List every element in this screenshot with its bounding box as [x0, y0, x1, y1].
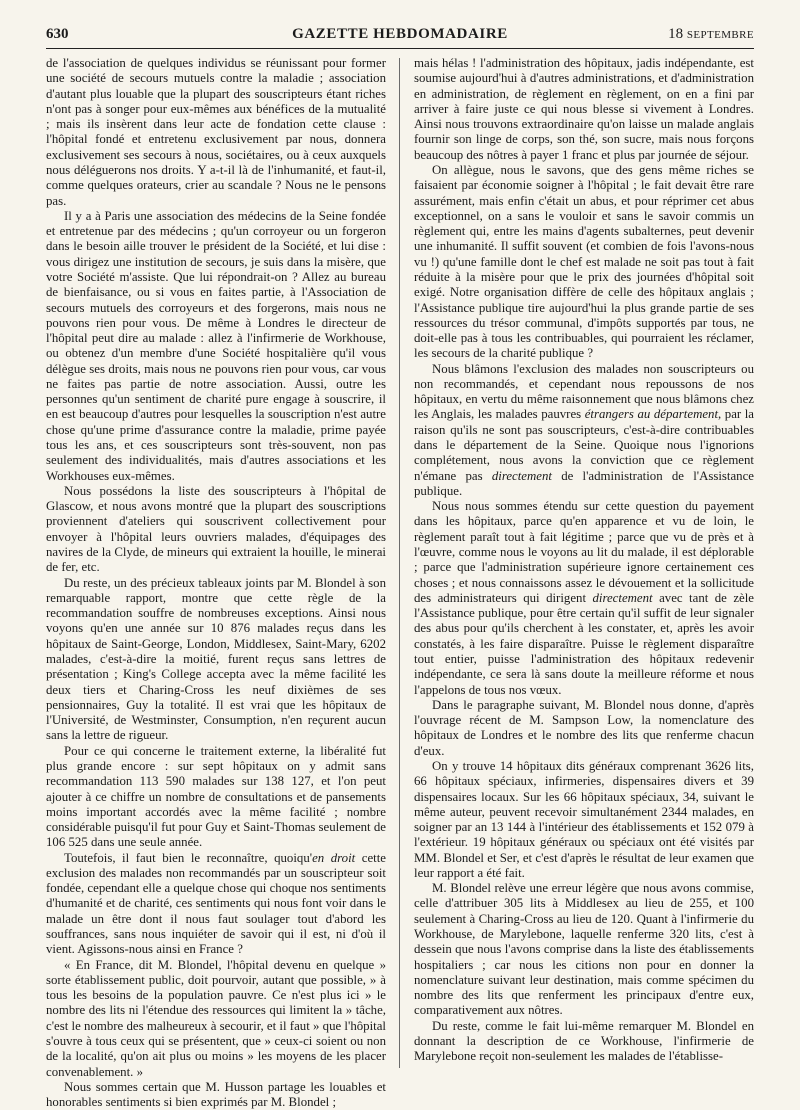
paragraph: de l'association de quelques individus se réunissant pour former une société de secours mutuels contre la maladie ; association d'autant plus louable que la plupart des souscripteurs étant riches n'ont pas à songer pour eux-mêmes aux bénéfices de la mutualité ; mais ils insèrent dans leur acte de fondation cette clause : l'hôpital fondé et entretenu exclusivement par nous, donnera exclusivement ses secours à nous, sociétaires, ou à ceux auxquels nous déléguerons nos droits. Y a-t-il là de l'inhumanité, et faut-il, comme quelques orateurs, crier au scandale ? Nous ne le pensons pas.: [46, 56, 386, 208]
paragraph: M. Blondel relève une erreur légère que nous avons commise, celle d'attribuer 305 lits à Middlesex au lieu de 255, et 100 seulement à Charing-Cross au lieu de 120. Quant à l'infirmerie du Workhouse, de Marylebone, laquelle renferme 320 lits, c'est à dessein que nous l'avons comprise dans la liste des établissements hospitaliers ; car nous les citions non pour en donner la nomenclature suivant leur destination, mais comme spécimen du nombre des lits que renferment les principaux d'entre eux, comparativement aux nôtres.: [414, 881, 754, 1018]
text-run: , par la raison qu'ils ne sont pas souscripteurs, c'est-à-dire contribuables dans le département de la Seine. Quoique nous l'ignorions complétement, nous avons la conviction que ce règlement n'émane pas: [414, 407, 754, 483]
paragraph: Du reste, un des précieux tableaux joints par M. Blondel à son remarquable rapport, montre que cette règle de la recommandation souffre de nombreuses exceptions. Ainsi nous voyons qu'en une année sur 10 876 malades reçus dans les hôpitaux de Saint-George, London, Middlesex, Saint-Mary, 6202 malades, c'est-à-dire la moitié, furent reçus sans lettres de présentation ; King's College accepta avec la même facilité les deux tiers et Charing-Cross les neuf dixièmes de ses pensionnaires, Guy la totalité. Il est vrai que les hôpitaux de l'Université, de Westminster, Consumption, n'en reçurent aucun sans la lettre de rigueur.: [46, 575, 386, 743]
date-month: SEPTEMBRE: [686, 29, 754, 41]
paragraph: mais hélas ! l'administration des hôpitaux, jadis indépendante, est soumise aujourd'hui à d'autres administrations, et d'administration en administration, de règlement en règlement, on en a fini par arriver à faire juste ce qui nous blesse si vivement à Londres. Ainsi nous trouvons extraordinaire qu'on laisse un malade anglais fournir son linge de corps, son thé, son sucre, mais nous forçons beaucoup des nôtres à payer 1 franc et plus par journée de séjour.: [414, 56, 754, 162]
italic-text: directement: [491, 468, 552, 483]
issue-date: [668, 26, 754, 43]
text-run: Nous blâmons l'exclusion des malades non souscripteurs ou non recommandés, et cependant nous repoussons de nos hôpitaux, en vertu du même raisonnement que nous blâmons chez les Anglais, les malades pauvres: [414, 361, 754, 422]
page-number: 630: [46, 26, 69, 42]
right-column: [414, 56, 754, 1074]
journal-title: GAZETTE HEBDOMADAIRE: [292, 26, 508, 42]
paragraph: On y trouve 14 hôpitaux dits généraux comprenant 3626 lits, 66 hôpitaux spéciaux, infirmeries, dispensaires divers et 39 dispensaires locaux. Sur les 66 hôpitaux spéciaux, 34, suivant le même auteur, peuvent recevoir simultanément 2344 malades, en soigner par an 13 144 à l'intérieur des établissements et 152 079 à l'extérieur. 19 hôpitaux généraux ou spéciaux ont été visités par MM. Blondel et Ser, et c'est d'après le résultat de leur examen que leur rapport a été fait.: [414, 758, 754, 880]
italic-text: en droit: [312, 850, 356, 865]
text-run: de l'administration de l'Assistance publique.: [414, 468, 755, 498]
text-run: avec tant de zèle l'Assistance publique, pour être certain qu'il suffit de leur signaler des abus pour qu'ils cherchent à les constater, et, après les avoir constatés, à les faire disparaître. Puisse le règlement disparaître tout entier, puisse l'administration des hôpitaux redevenir indépendante, ce sera là sans doute la meilleure réforme et nous l'appelons de tous nos vœux.: [414, 590, 754, 697]
paragraph: Il y a à Paris une association des médecins de la Seine fondée et entretenue par des médecins ; qu'un corroyeur ou un forgeron dans le besoin aille trouver le président de la Société, et lui dise : vous dirigez une institution de secours, je suis dans la misère, que votre Société m'assiste. Que lui répondrait-on ? Allez au bureau de bienfaisance, ou si vous en faites partie, à l'Association de secours mutuels des corroyeurs et des forgerons, mais nous ne pouvons rien pour vous. De même à Londres le directeur de l'hôpital peut dire au malade : allez à l'infirmerie de Workhouse, ou obtenez d'un membre d'une Société hospitalière qu'il vous délègue ses droits, mais nous ne pouvons rien pour vous, car vous ne faites pas partie de notre association. Aussi, outre les personnes qu'un sentiment de charité pure engage à souscrire, il en est beaucoup d'autres pour lesquelles la souscription n'est autre chose qu'une prime d'assurance contre la maladie, prime payée tous les ans, et ces souscripteurs sont très-souvent, non pas seulement des individualités, mais d'autres associations et les Workhouses eux-mêmes.: [46, 208, 386, 483]
paragraph: Nous sommes certain que M. Husson partage les louables et honorables sentiments si bien exprimés par M. Blondel ;: [46, 1079, 386, 1110]
paragraph: [46, 851, 386, 958]
text-run: Toutefois, il faut bien le reconnaître, quoiqu': [64, 850, 313, 865]
paragraph: Nous possédons la liste des souscripteurs à l'hôpital de Glascow, et nous avons montré que la plupart des souscriptions proviennent d'ateliers qui souscrivent collectivement pour envoyer à l'hôpital leurs ouvriers malades, d'équipages des navires de la Clyde, de mineurs qui extraient la houille, le minerai de fer, etc.: [46, 483, 386, 575]
text-run: Nous nous sommes étendu sur cette question du payement dans les hôpitaux, parce qu'en apparence et vu de loin, le règlement paraît tout à fait légitime ; parce que vu de près et à l'œuvre, comme nous le voyons au lit du malade, il est déplorable ; parce que l'administration supérieure ignore certainement ces choses ; et nous connaissons assez le dévouement et la sollicitude des administrateurs qui dirigent: [414, 499, 754, 605]
paragraph: On allègue, nous le savons, que des gens même riches se faisaient par économie soigner à l'hôpital ; le fait devait être rare assurément, mais enfin c'était un abus, et pour réprimer cet abus exceptionnel, on a sans le vouloir et sans le savoir commis un règlement qui, entre les mains d'agents subalternes, peut devenir une inhumanité. Il suffit souvent (et combien de fois l'avons-nous vu !) qu'une famille dont le chef est malade ne soit pas tout à fait réduite à la misère pour que le prix des journées d'hôpital soit exigé. Notre organisation diffère de celle des hôpitaux anglais ; l'Assistance publique tire aujourd'hui la plus grande partie de ses ressources du trésor communal, d'impôts supportés par tous, ne doit-elle pas à tous les contribuables, qui pourraient les réclamer, les secours de la charité publique ?: [414, 162, 754, 361]
paragraph: Pour ce qui concerne le traitement externe, la libéralité fut plus grande encore : sur sept hôpitaux on y admit sans recommandation 113 590 malades sur 138 127, et l'on peut ajouter à ce chiffre un nombre de consultations et de pansements moins important accordés avec la même facilité ; nombre considérable puisqu'il fut pour Guy et Saint-Thomas seulement de 106 525 dans une seule année.: [46, 743, 386, 850]
quotation-paragraph: « En France, dit M. Blondel, l'hôpital devenu en quelque » sorte établissement public, doit pourvoir, autant que possible, » à tous les besoins de la population pauvre. Ce n'est plus ici » le nombre des lits ni l'étendue des ressources qui limitent la » tâche, c'est le nombre des malheureux à secourir, et il faut » que l'hôpital s'ouvre à tous ceux qui se présentent, que » ceux-ci soient ou non de la localité, qu'on ait plus ou moins » les moyens de les placer convenablement. »: [46, 957, 386, 1079]
paragraph: Du reste, comme le fait lui-même remarquer M. Blondel en donnant la description de ce Workhouse, l'infirmerie de Marylebone reçoit non-seulement les malades de l'établisse-: [414, 1018, 754, 1064]
paragraph: Dans le paragraphe suivant, M. Blondel nous donne, d'après l'ouvrage récent de M. Sampson Low, la nomenclature des hôpitaux de Londres et le nombre des lits que renferme chacun d'eux.: [414, 697, 754, 758]
date-day: 18: [668, 26, 684, 42]
italic-text: étrangers au département: [584, 407, 719, 422]
running-header: [46, 22, 754, 49]
column-divider: [399, 58, 400, 1068]
paragraph: [414, 499, 754, 698]
text-run: cette exclusion des malades non recommandés par un souscripteur soit fondée, cependant elle a quelque chose qui choque nos sentiments d'humanité et de charité, ces sentiments qui nous font voir dans le malade un être dont il nous faut soulager tout d'abord les souffrances, sans nous inquiéter de savoir qui il est, ni d'où il vient. Agissons-nous ainsi en France ?: [46, 850, 386, 957]
left-column: [46, 56, 386, 1110]
italic-text: directement: [592, 590, 653, 605]
paragraph: [414, 362, 754, 500]
